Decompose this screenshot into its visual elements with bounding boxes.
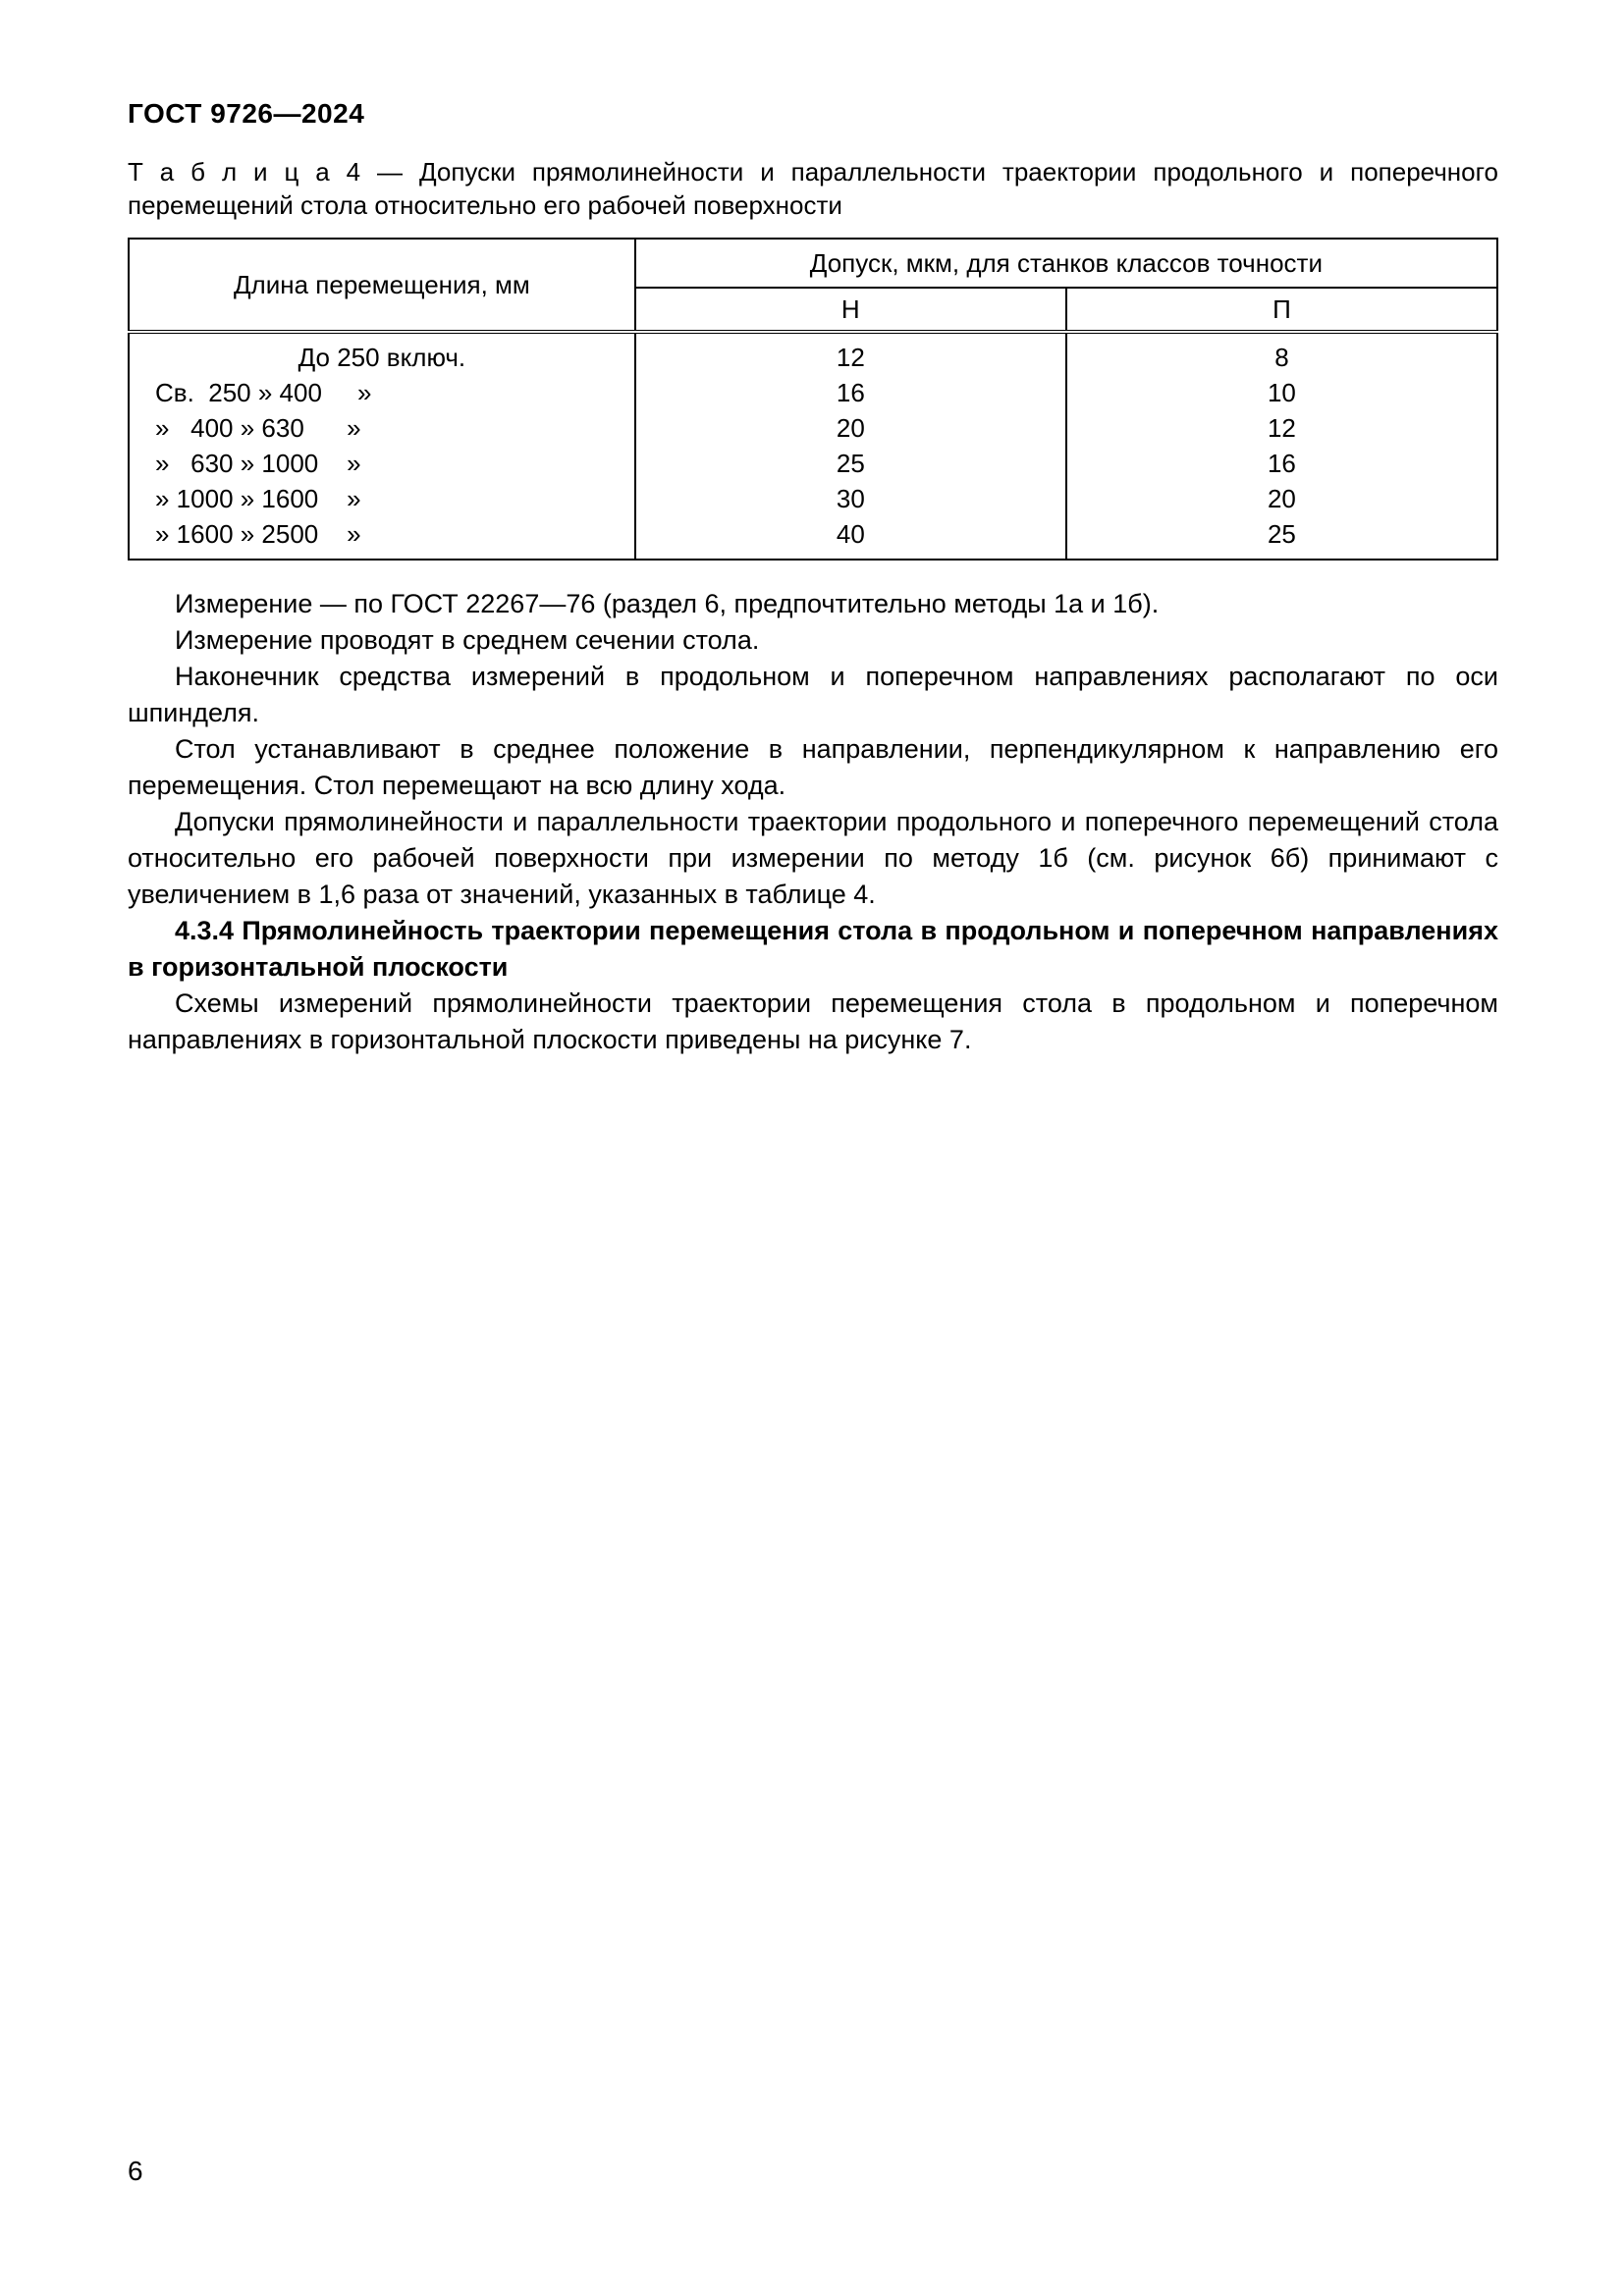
- paragraph-figure-reference: Схемы измерений прямолинейности траектории перемещения стола в продольном и поперечном направлениях в горизонтальной плоскости приведены на рисунке 7.: [128, 988, 1498, 1054]
- cell-length: » 1000 » 1600 »: [129, 481, 635, 516]
- table-row: [129, 516, 1497, 560]
- paragraph-probe-position: Наконечник средства измерений в продольном и поперечном направлениях располагают по оси шпинделя.: [128, 662, 1498, 727]
- paragraph-tolerance-increase: Допуски прямолинейности и параллельности траектории продольного и поперечного перемещений стола относительно его рабочей поверхности при измерении по методу 1б (см. рисунок 6б) принимают с увеличением в 1,6 раза от значений, указанных в таблице 4.: [128, 807, 1498, 909]
- cell-length: » 400 » 630 »: [129, 410, 635, 446]
- page-number: 6: [128, 2156, 143, 2186]
- cell-tolerance-n: 25: [635, 446, 1066, 481]
- tolerance-table: [128, 238, 1498, 561]
- cell-tolerance-n: 30: [635, 481, 1066, 516]
- cell-tolerance-p: 8: [1066, 332, 1497, 375]
- page-content: [128, 98, 1498, 1058]
- cell-length: » 630 » 1000 »: [129, 446, 635, 481]
- paragraph-table-position: Стол устанавливают в среднее положение в направлении, перпендикулярном к направлению его перемещения. Стол перемещают на всю длину хода.: [128, 734, 1498, 800]
- column-header-class-p: П: [1066, 288, 1497, 332]
- cell-tolerance-p: 16: [1066, 446, 1497, 481]
- table-row: [129, 446, 1497, 481]
- table-row: [129, 410, 1497, 446]
- paragraph-measurement-section: Измерение проводят в среднем сечении стола.: [175, 625, 760, 655]
- table-row: [129, 375, 1497, 410]
- cell-tolerance-n: 40: [635, 516, 1066, 560]
- cell-tolerance-p: 25: [1066, 516, 1497, 560]
- column-header-class-n: Н: [635, 288, 1066, 332]
- table-row: [129, 481, 1497, 516]
- cell-length: Св. 250 » 400 »: [129, 375, 635, 410]
- document-code: ГОСТ 9726—2024: [128, 98, 365, 129]
- cell-length: » 1600 » 2500 »: [129, 516, 635, 560]
- table-head: [129, 239, 1497, 332]
- table-body: [129, 332, 1497, 560]
- cell-tolerance-n: 20: [635, 410, 1066, 446]
- paragraph-measurement-method: Измерение — по ГОСТ 22267—76 (раздел 6, предпочтительно методы 1а и 1б).: [175, 589, 1160, 618]
- cell-tolerance-p: 12: [1066, 410, 1497, 446]
- column-header-tolerance: Допуск, мкм, для станков классов точности: [635, 239, 1497, 288]
- cell-length: До 250 включ.: [129, 332, 635, 375]
- cell-tolerance-p: 20: [1066, 481, 1497, 516]
- table-row: [129, 332, 1497, 375]
- cell-tolerance-p: 10: [1066, 375, 1497, 410]
- body-text: [128, 586, 1498, 1058]
- table-caption: Т а б л и ц а 4 — Допуски прямолинейности и параллельности траектории продольного и поперечного перемещений стола относительно его рабочей поверхности: [128, 157, 1498, 220]
- cell-tolerance-n: 16: [635, 375, 1066, 410]
- cell-tolerance-n: 12: [635, 332, 1066, 375]
- table-header-row-1: [129, 239, 1497, 288]
- section-heading-4-3-4: 4.3.4 Прямолинейность траектории перемещения стола в продольном и поперечном направлениях в горизонтальной плоскости: [128, 916, 1498, 982]
- column-header-length: Длина перемещения, мм: [129, 239, 635, 332]
